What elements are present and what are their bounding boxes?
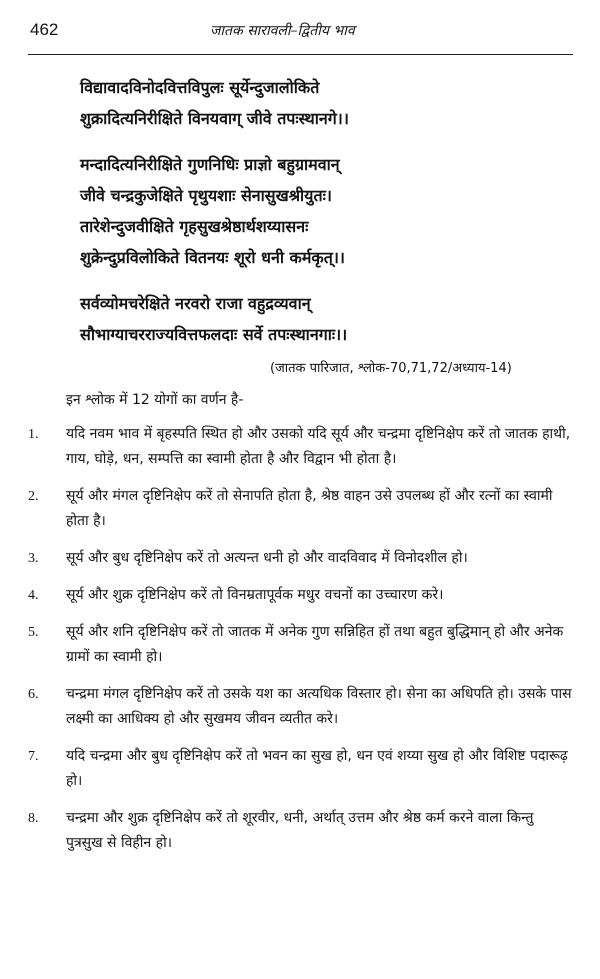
page-number: 462 [30,20,59,39]
list-item-number: 5. [28,625,39,640]
list-item-number: 2. [28,489,39,504]
list-item [28,806,573,856]
sanskrit-verses [80,72,520,365]
list-item-text: सूर्य और बुध दृष्टिनिक्षेप करें तो अत्यन्त धनी हो और वादविवाद में विनोदशील हो। [66,550,468,566]
list-item [28,620,573,670]
page-header [0,12,600,46]
list-item-number: 4. [28,588,39,603]
verse-line: विद्यावादविनोदवित्तविपुलः सूर्येन्दुजालोकिते [80,78,320,97]
list-item-text: सूर्य और मंगल दृष्टिनिक्षेप करें तो सेनापति होता है, श्रेष्ठ वाहन उसे उपलब्ध हों और रत्नों का स्वामी होता है। [66,488,553,529]
verse-line: शुक्रादित्यनिरीक्षिते विनयवाग् जीवे तपःस्थानगे।। [80,109,349,128]
list-item-number: 6. [28,687,39,702]
list-item-number: 3. [28,551,39,566]
verse-stanza-1 [80,72,520,134]
list-item-text: सूर्य और शनि दृष्टिनिक्षेप करें तो जातक में अनेक गुण सन्निहित हों तथा बहुत बुद्धिमान् हो और अनेक ग्रामों का स्वामी हो। [66,624,564,665]
intro-text: इन श्लोक में 12 योगों का वर्णन है- [66,392,244,408]
list-item-text: चन्द्रमा मंगल दृष्टिनिक्षेप करें तो उसके यश का अत्यधिक विस्तार हो। सेना का अधिपति हो। उसके पास लक्ष्मी का आधिक्य हो और सुखमय जीवन व्यतीत करे। [66,686,572,727]
verse-citation: (जातक पारिजात, श्लोक-70,71,72/अध्याय-14) [270,361,512,376]
list-item [28,546,573,571]
list-item [28,484,573,534]
list-item-text: सूर्य और शुक्र दृष्टिनिक्षेप करें तो विनम्रतापूर्वक मधुर वचनों का उच्चारण करे। [66,587,444,603]
verse-stanza-3 [80,288,520,350]
list-item [28,744,573,794]
verse-line: शुक्रेन्दुप्रविलोकिते वितनयः शूरो धनी कर्मकृत्।। [80,248,345,267]
verse-line: मन्दादित्यनिरीक्षिते गुणनिधिः प्राज्ञो बहुग्रामवान् [80,155,340,174]
verse-line: सौभाग्याचरराज्यवित्तफलदाः सर्वे तपःस्थानगाः।। [80,325,348,344]
list-item-text: यदि चन्द्रमा और बुध दृष्टिनिक्षेप करें तो भवन का सुख हो, धन एवं शय्या सुख हो और विशिष्ट पदारूढ़ हो। [66,748,568,789]
header-divider [28,54,573,55]
yoga-list [28,422,573,868]
list-item-text: यदि नवम भाव में बृहस्पति स्थित हो और उसको यदि सूर्य और चन्द्रमा दृष्टिनिक्षेप करें तो जातक हाथी, गाय, घोड़े, धन, सम्पत्ति का स्वामी होता है और विद्वान भी होता है। [66,426,571,467]
list-item-number: 8. [28,811,39,826]
list-item [28,422,573,472]
verse-line: सर्वव्योमचरेक्षिते नरवरो राजा वहुद्रव्यवान् [80,294,311,313]
list-item [28,583,573,608]
list-item [28,682,573,732]
list-item-number: 7. [28,749,39,764]
list-item-number: 1. [28,427,39,442]
list-item-text: चन्द्रमा और शुक्र दृष्टिनिक्षेप करें तो शूरवीर, धनी, अर्थात् उत्तम और श्रेष्ठ कर्म करने वाला किन्तु पुत्रसुख से विहीन हो। [66,810,534,851]
verse-line: तारेशेन्दुजवीक्षिते गृहसुखश्रेष्ठार्थशय्यासनः [80,217,309,236]
verse-stanza-2 [80,149,520,273]
verse-line: जीवे चन्द्रकुजेक्षिते पृथुयशाः सेनासुखश्रीयुतः। [80,186,332,205]
running-title: जातक सारावली–द्वितीय भाव [210,23,355,39]
